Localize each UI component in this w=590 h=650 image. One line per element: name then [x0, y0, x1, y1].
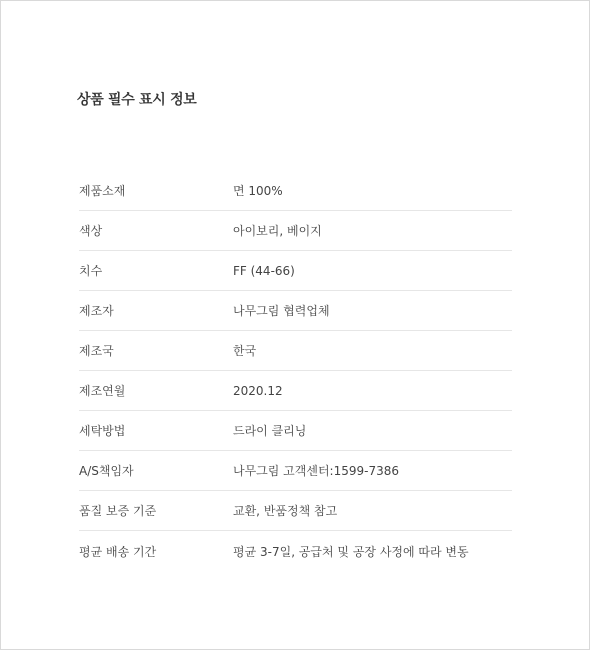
row-label: 치수	[79, 264, 103, 278]
table-row-material	[79, 171, 512, 211]
row-value: FF (44-66)	[233, 263, 295, 278]
row-label: 평균 배송 기간	[79, 544, 157, 559]
row-value: 아이보리, 베이지	[233, 224, 322, 238]
row-value: 드라이 클리닝	[233, 424, 307, 438]
table-row-quality-guarantee	[79, 491, 512, 531]
section-title: 상품 필수 표시 정보	[77, 92, 197, 108]
row-label: 품질 보증 기준	[79, 504, 157, 518]
row-label: 제조자	[79, 304, 114, 318]
table-row-color	[79, 211, 512, 251]
row-value: 평균 3-7일, 공급처 및 공장 사정에 따라 변동	[233, 544, 469, 559]
row-label: 제조국	[79, 344, 114, 358]
row-value: 면 100%	[233, 184, 283, 198]
table-row-manufacture-date	[79, 371, 512, 411]
row-label: 세탁방법	[79, 424, 126, 438]
table-row-as-contact	[79, 451, 512, 491]
row-label: 제품소재	[79, 184, 126, 198]
row-label: 제조연월	[79, 384, 126, 398]
row-label: 색상	[79, 224, 103, 238]
table-row-manufacturer	[79, 291, 512, 331]
table-row-washing	[79, 411, 512, 451]
table-row-size	[79, 251, 512, 291]
row-value: 나무그림 협력업체	[233, 304, 330, 318]
row-value: 나무그림 고객센터:1599-7386	[233, 464, 400, 478]
row-value: 교환, 반품정책 참고	[233, 504, 338, 518]
row-label: A/S책임자	[79, 464, 134, 478]
product-info-table	[79, 171, 512, 571]
row-value: 한국	[233, 344, 257, 358]
table-row-delivery-period	[79, 531, 512, 571]
row-value: 2020.12	[233, 383, 283, 398]
table-row-country	[79, 331, 512, 371]
